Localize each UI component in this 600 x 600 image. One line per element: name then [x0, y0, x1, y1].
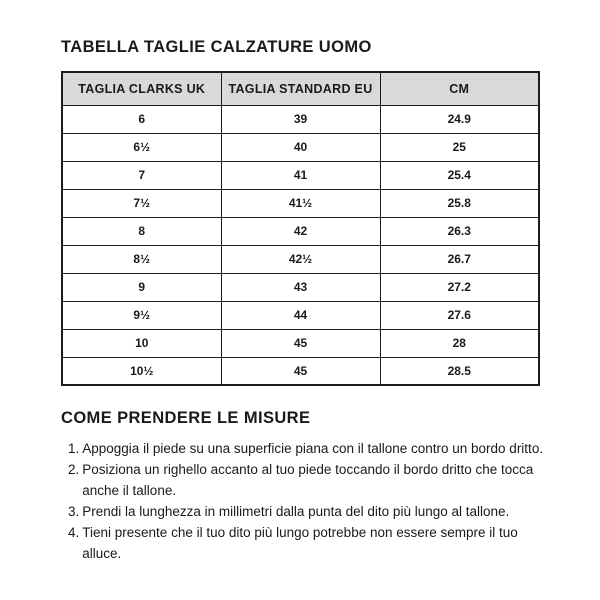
size-table-title: TABELLA TAGLIE CALZATURE UOMO: [61, 38, 372, 56]
size-cell: 42: [221, 217, 380, 245]
table-row: [62, 161, 539, 189]
instruction-item: [68, 501, 549, 522]
instruction-text: Posiziona un righello accanto al tuo piede toccando il bordo dritto che tocca anche il tallone.: [82, 462, 534, 498]
header-cell-uk: TAGLIA CLARKS UK: [62, 72, 221, 105]
size-cell: 28.5: [380, 357, 539, 385]
size-cell: 27.6: [380, 301, 539, 329]
table-row: [62, 357, 539, 385]
size-cell: 28: [380, 329, 539, 357]
size-cell: 6: [62, 105, 221, 133]
table-row: [62, 301, 539, 329]
table-row: [62, 329, 539, 357]
table-row: [62, 273, 539, 301]
instruction-item: [68, 438, 549, 459]
size-table: [61, 71, 540, 386]
size-cell: 7½: [62, 189, 221, 217]
table-row: [62, 245, 539, 273]
size-cell: 27.2: [380, 273, 539, 301]
table-row: [62, 217, 539, 245]
size-table-body: [62, 105, 539, 385]
size-cell: 9½: [62, 301, 221, 329]
size-cell: 39: [221, 105, 380, 133]
size-cell: 7: [62, 161, 221, 189]
header-cell-eu: TAGLIA STANDARD EU: [221, 72, 380, 105]
size-cell: 8: [62, 217, 221, 245]
header-row: [62, 72, 539, 105]
size-cell: 41½: [221, 189, 380, 217]
size-cell: 24.9: [380, 105, 539, 133]
table-row: [62, 105, 539, 133]
size-cell: 25: [380, 133, 539, 161]
size-cell: 40: [221, 133, 380, 161]
size-cell: 25.8: [380, 189, 539, 217]
size-cell: 6½: [62, 133, 221, 161]
header-cell-cm: CM: [380, 72, 539, 105]
instruction-number: 2.: [68, 462, 80, 477]
size-cell: 25.4: [380, 161, 539, 189]
size-cell: 10: [62, 329, 221, 357]
instruction-text: Tieni presente che il tuo dito più lungo potrebbe non essere sempre il tuo alluce.: [82, 525, 518, 561]
size-cell: 8½: [62, 245, 221, 273]
instruction-text: Appoggia il piede su una superficie piana con il tallone contro un bordo dritto.: [82, 441, 544, 456]
size-cell: 45: [221, 329, 380, 357]
size-cell: 26.7: [380, 245, 539, 273]
instruction-number: 4.: [68, 525, 80, 540]
size-cell: 41: [221, 161, 380, 189]
table-row: [62, 189, 539, 217]
size-cell: 45: [221, 357, 380, 385]
instruction-number: 3.: [68, 504, 80, 519]
instruction-text: Prendi la lunghezza in millimetri dalla punta del dito più lungo al tallone.: [82, 504, 510, 519]
instruction-item: [68, 522, 549, 564]
size-cell: 26.3: [380, 217, 539, 245]
instruction-item: [68, 459, 549, 501]
size-table-header: [62, 72, 539, 105]
size-cell: 43: [221, 273, 380, 301]
table-row: [62, 133, 539, 161]
size-cell: 42½: [221, 245, 380, 273]
size-cell: 9: [62, 273, 221, 301]
instructions-title: COME PRENDERE LE MISURE: [61, 409, 311, 427]
instructions-list: [61, 438, 549, 564]
size-cell: 44: [221, 301, 380, 329]
size-cell: 10½: [62, 357, 221, 385]
instruction-number: 1.: [68, 441, 80, 456]
